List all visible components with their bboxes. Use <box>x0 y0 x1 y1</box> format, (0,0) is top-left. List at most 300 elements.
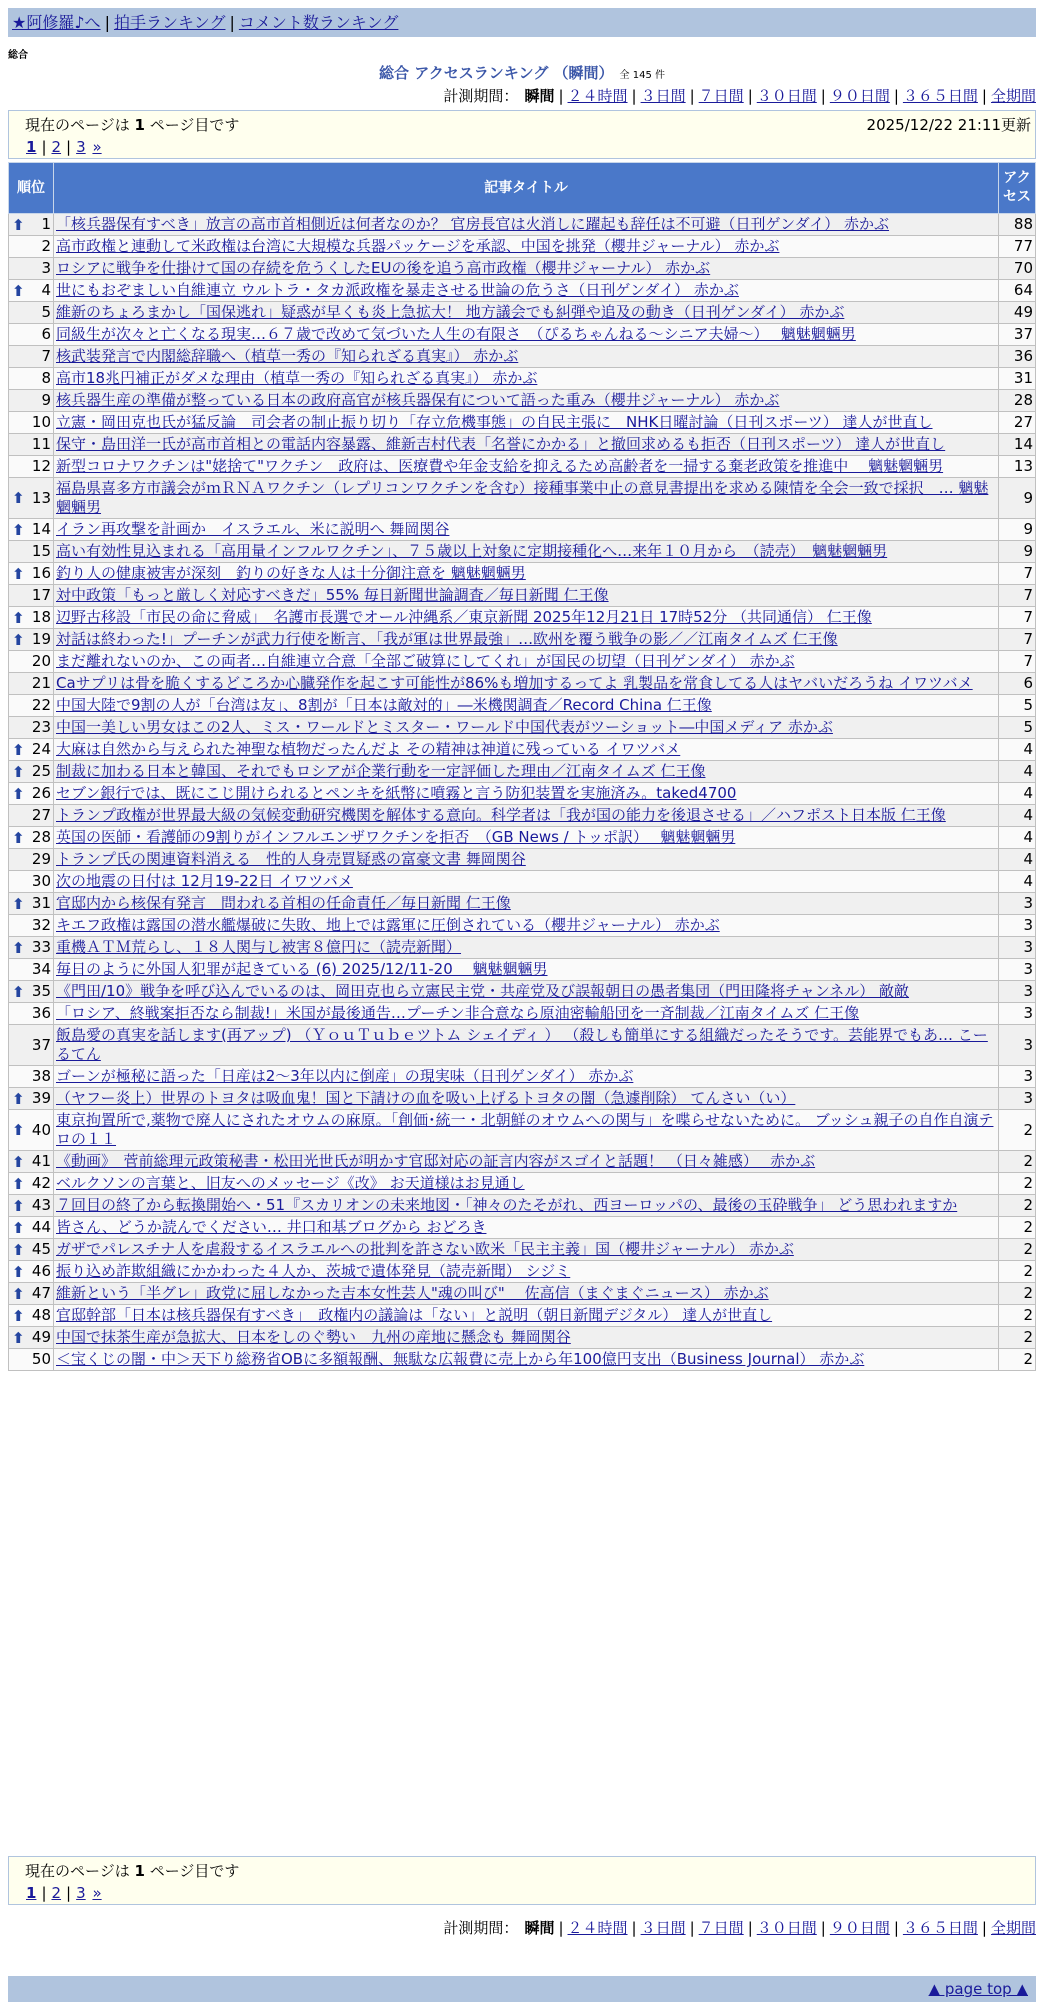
rank-number: 11 <box>31 435 51 453</box>
article-link[interactable]: 対話は終わった!」プーチンが武力行使を断言、「我が軍は世界最強」…欧州を覆う戦争の影／／江南タイムズ 仁王像 <box>56 630 838 648</box>
rank-cell <box>9 1327 54 1349</box>
access-count: 6 <box>999 673 1036 695</box>
table-row <box>9 585 1036 607</box>
title-cell <box>54 981 999 1003</box>
rank-number: 1 <box>41 215 51 233</box>
article-link[interactable]: 英国の医師・看護師の9割りがインフルエンザワクチンを拒否 （GB News / トッポ訳） 魑魅魍魎男 <box>56 828 736 846</box>
page-status-prefix: 現在のページは <box>25 1862 130 1880</box>
title-cell <box>54 1283 999 1305</box>
table-row <box>9 1283 1036 1305</box>
rank-number: 43 <box>31 1196 51 1214</box>
article-link[interactable]: 釣り人の健康被害が深刻 釣りの好きな人は十分御注意を 魑魅魍魎男 <box>56 564 526 582</box>
title-cell <box>54 1239 999 1261</box>
table-row <box>9 1349 1036 1371</box>
article-link[interactable]: 同級生が次々と亡くなる現実…６７歳で改めて気づいた人生の有限さ （ぴるちゃんねる～シニア夫婦～） 魑魅魍魎男 <box>56 325 856 343</box>
article-link[interactable]: 対中政策「もっと厳しく対応すべきだ」55% 毎日新聞世論調査／毎日新聞 仁王像 <box>56 586 609 604</box>
access-count: 9 <box>999 541 1036 563</box>
title-cell <box>54 849 999 871</box>
access-count: 2 <box>999 1305 1036 1327</box>
rank-cell <box>9 1239 54 1261</box>
table-row <box>9 849 1036 871</box>
table-row <box>9 893 1036 915</box>
article-link[interactable]: 保守・島田洋一氏が高市首相との電話内容暴露、維新吉村代表「名誉にかかる」と撤回求めるも拒否（日刊スポーツ） 達人が世直し <box>56 435 946 453</box>
table-row <box>9 412 1036 434</box>
rank-cell <box>9 761 54 783</box>
title-cell <box>54 1217 999 1239</box>
article-link[interactable]: 次の地震の日付は 12月19-22日 イワツバメ <box>56 872 353 890</box>
access-count: 28 <box>999 390 1036 412</box>
rank-up-arrow-icon: ⬆ <box>12 520 25 539</box>
access-count: 3 <box>999 981 1036 1003</box>
article-link[interactable]: ガザでパレスチナ人を虐殺するイスラエルへの批判を許さない欧米「民主主義」国（櫻井ジャーナル） 赤かぶ <box>56 1240 794 1258</box>
period-link[interactable]: ３０日間 <box>756 87 817 105</box>
title-cell <box>54 563 999 585</box>
pager: 1 | 2 | 3 » <box>26 1884 102 1902</box>
rank-cell <box>9 805 54 827</box>
rank-number: 8 <box>41 369 51 387</box>
rank-cell <box>9 673 54 695</box>
access-count: 2 <box>999 1173 1036 1195</box>
page-status-row <box>25 114 1031 136</box>
title-cell <box>54 651 999 673</box>
access-count: 2 <box>999 1217 1036 1239</box>
title-cell <box>54 1305 999 1327</box>
article-link[interactable]: 新型コロナワクチンは"姥捨て"ワクチン 政府は、医療費や年金支給を抑えるため高齢者を一掃する棄老政策を推進中 魑魅魍魎男 <box>56 457 944 475</box>
table-row <box>9 1261 1036 1283</box>
period-link[interactable]: ３日間 <box>640 87 686 105</box>
ranking-table-body <box>9 214 1036 1371</box>
rank-cell <box>9 1217 54 1239</box>
rank-cell <box>9 258 54 280</box>
col-access-header: アクセス <box>999 163 1036 214</box>
access-count: 5 <box>999 695 1036 717</box>
rank-number: 26 <box>31 784 51 802</box>
pager-link[interactable]: 3 <box>76 138 86 156</box>
table-row <box>9 1066 1036 1088</box>
table-row <box>9 1327 1036 1349</box>
rank-up-arrow-icon: ⬆ <box>12 894 25 913</box>
rank-cell <box>9 739 54 761</box>
access-count: 3 <box>999 915 1036 937</box>
rank-cell <box>9 1173 54 1195</box>
rank-number: 13 <box>31 488 51 507</box>
period-label: 計測期間： <box>443 87 519 105</box>
title-cell <box>54 1025 999 1066</box>
access-count: 14 <box>999 434 1036 456</box>
rank-cell <box>9 783 54 805</box>
rank-up-arrow-icon: ⬆ <box>12 1174 25 1193</box>
rank-number: 5 <box>41 303 51 321</box>
article-link[interactable]: 中国一美しい男女はこの2人、ミス・ワールドとミスター・ワールド中国代表がツーショット―中国メディア 赤かぶ <box>56 718 833 736</box>
table-header-row <box>9 163 1036 214</box>
article-link[interactable]: ゴーンが極秘に語った「日産は2～3年以内に倒産」の現実味（日刊ゲンダイ） 赤かぶ <box>56 1067 634 1085</box>
access-count: 7 <box>999 563 1036 585</box>
title-cell <box>54 1173 999 1195</box>
article-link[interactable]: 核武装発言で内閣総辞職へ（植草一秀の『知られざる真実』） 赤かぶ <box>56 347 519 365</box>
rank-cell <box>9 236 54 258</box>
rank-number: 40 <box>31 1120 51 1139</box>
table-row <box>9 541 1036 563</box>
title-cell <box>54 541 999 563</box>
access-count: 7 <box>999 629 1036 651</box>
rank-cell <box>9 915 54 937</box>
article-link[interactable]: セブン銀行では、既にこじ開けられるとペンキを紙幣に噴霧と言う防犯装置を実施済み。taked4700 <box>56 784 737 802</box>
article-link[interactable]: トランプ政権が世界最大級の気候変動研究機関を解体する意向。科学者は「我が国の能力を後退させる」／ハフポスト日本版 仁王像 <box>56 806 946 824</box>
rank-number: 30 <box>31 872 51 890</box>
title-cell <box>54 805 999 827</box>
table-row <box>9 673 1036 695</box>
article-link[interactable]: 核兵器生産の準備が整っている日本の政府高官が核兵器保有について語った重み（櫻井ジャーナル） 赤かぶ <box>56 391 780 409</box>
rank-number: 21 <box>31 674 51 692</box>
article-link[interactable]: 福島県喜多方市議会がｍＲＮＡワクチン（レプリコンワクチンを含む）接種事業中止の意見書提出を求める陳情を全会一致で採択 … 魑魅魍魎男 <box>56 479 989 516</box>
rank-cell <box>9 434 54 456</box>
rank-up-arrow-icon: ⬆ <box>12 982 25 1001</box>
rank-cell <box>9 607 54 629</box>
rank-number: 44 <box>31 1218 51 1236</box>
rank-up-arrow-icon: ⬆ <box>12 1089 25 1108</box>
rank-number: 29 <box>31 850 51 868</box>
title-cell <box>54 346 999 368</box>
rank-up-arrow-icon: ⬆ <box>12 740 25 759</box>
top-nav-bar: ★阿修羅♪へ | 拍手ランキング | コメント数ランキング <box>8 8 1036 37</box>
article-link[interactable]: 振り込め詐欺組織にかかわった４人か、茨城で遺体発見（読売新聞） シジミ <box>56 1262 571 1280</box>
table-row <box>9 937 1036 959</box>
rank-cell <box>9 717 54 739</box>
period-link[interactable]: 全期間 <box>990 1919 1036 1937</box>
access-count: 9 <box>999 478 1036 519</box>
title-cell <box>54 629 999 651</box>
rank-number: 27 <box>31 806 51 824</box>
rank-up-arrow-icon: ⬆ <box>12 938 25 957</box>
access-count: 4 <box>999 805 1036 827</box>
access-count: 4 <box>999 827 1036 849</box>
title-cell <box>54 871 999 893</box>
article-link[interactable]: 維新のちょろまかし「国保逃れ」疑惑が早くも炎上急拡大！ 地方議会でも糾弾や追及の動き（日刊ゲンダイ） 赤かぶ <box>56 303 845 321</box>
page-info-bottom <box>8 1856 1036 1905</box>
table-row <box>9 607 1036 629</box>
article-link[interactable]: キエフ政権は露国の潜水艦爆破に失敗、地上では露軍に圧倒されている（櫻井ジャーナル） 赤かぶ <box>56 916 720 934</box>
rank-number: 41 <box>31 1152 51 1170</box>
article-link[interactable]: 中国大陸で9割の人が「台湾は友」、8割が「日本は敵対的」―米機関調査／Record China 仁王像 <box>56 696 712 714</box>
table-row <box>9 236 1036 258</box>
article-link[interactable]: ＜宝くじの闇・中＞天下り総務省OBに多額報酬、無駄な広報費に売上から年100億円支出（Business Journal） 赤かぶ <box>56 1350 865 1368</box>
article-link[interactable]: 中国で抹茶生産が急拡大、日本をしのぐ勢い 九州の産地に懸念も 舞岡関谷 <box>56 1328 571 1346</box>
rank-cell <box>9 1088 54 1110</box>
article-link[interactable]: トランプ氏の関連資料消える 性的人身売買疑惑の富豪文書 舞岡関谷 <box>56 850 526 868</box>
rank-cell <box>9 346 54 368</box>
rank-up-arrow-icon: ⬆ <box>12 1284 25 1303</box>
rank-cell <box>9 1305 54 1327</box>
access-count: 2 <box>999 1283 1036 1305</box>
rank-cell <box>9 280 54 302</box>
article-link[interactable]: ７回目の終了から転換開始へ・51『スカリオンの未来地図・「神々のたそがれ、西ヨーロッパの、最後の玉砕戦争」 どう思われますか <box>56 1196 958 1214</box>
period-link[interactable]: 全期間 <box>990 87 1036 105</box>
article-link[interactable]: ロシアに戦争を仕掛けて国の存続を危うくしたEUの後を追う高市政権（櫻井ジャーナル） 赤かぶ <box>56 259 711 277</box>
access-count: 3 <box>999 959 1036 981</box>
rank-number: 50 <box>31 1350 51 1368</box>
table-row <box>9 519 1036 541</box>
pager-current[interactable]: 1 <box>26 138 37 156</box>
article-link[interactable]: 制裁に加わる日本と韓国、それでもロシアが企業行動を一定評価した理由／江南タイムズ 仁王像 <box>56 762 706 780</box>
access-count: 27 <box>999 412 1036 434</box>
article-link[interactable]: 重機ＡＴＭ荒らし、１８人関与し被害８億円に（読売新聞） <box>56 938 462 956</box>
access-count: 5 <box>999 717 1036 739</box>
rank-cell <box>9 519 54 541</box>
rank-cell <box>9 1151 54 1173</box>
rank-number: 25 <box>31 762 51 780</box>
article-link[interactable]: 東京拘置所で,薬物で廃人にされたオウムの麻原。「創価･統一・北朝鮮のオウムへの関与」を喋らせないために。 ブッシュ親子の自作自演テロの１１ <box>56 1111 994 1148</box>
table-row <box>9 981 1036 1003</box>
rank-up-arrow-icon: ⬆ <box>12 564 25 583</box>
title-cell <box>54 368 999 390</box>
page-top-link[interactable]: ▲ page top ▲ <box>928 1980 1028 1998</box>
table-row <box>9 1217 1036 1239</box>
col-rank-header: 順位 <box>9 163 54 214</box>
table-row <box>9 280 1036 302</box>
rank-number: 14 <box>31 520 51 538</box>
rank-number: 18 <box>31 608 51 626</box>
rank-number: 9 <box>41 391 51 409</box>
article-link[interactable]: 高市政権と連動して米政権は台湾に大規模な兵器パッケージを承認、中国を挑発（櫻井ジャーナル） 赤かぶ <box>56 237 780 255</box>
category-label: 総合 <box>8 50 28 61</box>
title-cell <box>54 937 999 959</box>
access-count: 88 <box>999 214 1036 236</box>
article-link[interactable]: ベルクソンの言葉と、旧友へのメッセージ《改》 お天道様はお見通し <box>56 1174 525 1192</box>
title-cell <box>54 1195 999 1217</box>
rank-up-arrow-icon: ⬆ <box>12 1121 25 1139</box>
rank-up-arrow-icon: ⬆ <box>12 1328 25 1347</box>
rank-up-arrow-icon: ⬆ <box>12 1152 25 1171</box>
title-cell <box>54 519 999 541</box>
table-row <box>9 456 1036 478</box>
rank-number: 20 <box>31 652 51 670</box>
rank-number: 47 <box>31 1284 51 1302</box>
rank-number: 46 <box>31 1262 51 1280</box>
article-link[interactable]: 高い有効性見込まれる「高用量インフルワクチン」、７５歳以上対象に定期接種化へ…来年１０月から （読売） 魑魅魍魎男 <box>56 542 888 560</box>
period-selector-bottom: 計測期間： 瞬間 | ２４時間 | ３日間 | ７日間 | ３０日間 | ９０日間 | ３６５日間 | 全期間 <box>443 1919 1036 1937</box>
title-cell <box>54 783 999 805</box>
item-count: 全 145 件 <box>619 70 665 81</box>
article-link[interactable]: 大麻は自然から与えられた神聖な植物だったんだよ その精神は神道に残っている イワツバメ <box>56 740 681 758</box>
title-cell <box>54 1261 999 1283</box>
title-cell <box>54 915 999 937</box>
article-link[interactable]: イラン再攻撃を計画か イスラエル、米に説明へ 舞岡関谷 <box>56 520 450 538</box>
rank-number: 2 <box>41 237 51 255</box>
table-row <box>9 915 1036 937</box>
home-link[interactable]: ★阿修羅♪へ <box>12 13 101 32</box>
rank-number: 7 <box>41 347 51 365</box>
access-count: 49 <box>999 302 1036 324</box>
article-link[interactable]: 官邸内から核保有発言 問われる首相の任命責任／毎日新聞 仁王像 <box>56 894 511 912</box>
page-status-suffix: ページ目です <box>149 116 240 134</box>
rank-up-arrow-icon: ⬆ <box>12 1306 25 1325</box>
rank-cell <box>9 1195 54 1217</box>
rank-number: 39 <box>31 1089 51 1107</box>
pager: 1 | 2 | 3 » <box>26 138 102 156</box>
rank-number: 42 <box>31 1174 51 1192</box>
article-link[interactable]: 「ロシア、終戦案拒否なら制裁!」米国が最後通告…プーチン非合意なら原油密輸船団を一斉制裁／江南タイムズ 仁王像 <box>56 1004 860 1022</box>
rank-number: 49 <box>31 1328 51 1346</box>
article-link[interactable]: まだ離れないのか、この両者…自維連立合意「全部ご破算にしてくれ」が国民の切望（日刊ゲンダイ） 赤かぶ <box>56 652 795 670</box>
applause-ranking-link[interactable]: 拍手ランキング <box>113 13 226 32</box>
period-link[interactable]: ３日間 <box>640 1919 686 1937</box>
pager-link[interactable]: 2 <box>51 138 62 156</box>
rank-cell <box>9 478 54 519</box>
period-link[interactable]: ３６５日間 <box>902 87 978 105</box>
title-cell <box>54 827 999 849</box>
rank-cell <box>9 981 54 1003</box>
rank-number: 4 <box>41 281 51 299</box>
rank-number: 17 <box>31 586 51 604</box>
period-selector-top: 計測期間： 瞬間 | ２４時間 | ３日間 | ７日間 | ３０日間 | ９０日間 | ３６５日間 | 全期間 <box>443 87 1036 105</box>
access-count: 2 <box>999 1349 1036 1371</box>
rank-up-arrow-icon: ⬆ <box>12 1262 25 1281</box>
access-count: 4 <box>999 761 1036 783</box>
rank-cell <box>9 585 54 607</box>
rank-cell <box>9 651 54 673</box>
article-link[interactable]: 高市18兆円補正がダメな理由（植草一秀の『知られざる真実』） 赤かぶ <box>56 369 538 387</box>
pager-current[interactable]: 1 <box>26 1884 37 1902</box>
title-cell <box>54 1349 999 1371</box>
access-count: 4 <box>999 783 1036 805</box>
rank-up-arrow-icon: ⬆ <box>12 215 25 234</box>
article-link[interactable]: （ヤフー炎上）世界のトヨタは吸血鬼！国と下請けの血を吸い上げるトヨタの闇（急遽削除） てんさい（い） <box>56 1089 796 1107</box>
period-link[interactable]: ９０日間 <box>829 1919 890 1937</box>
period-link[interactable]: ９０日間 <box>829 87 890 105</box>
rank-cell <box>9 695 54 717</box>
rank-cell <box>9 1025 54 1066</box>
title-cell <box>54 390 999 412</box>
rank-up-arrow-icon: ⬆ <box>12 784 25 803</box>
period-current: 瞬間 <box>524 1919 555 1937</box>
rank-number: 34 <box>31 960 51 978</box>
pager-link[interactable]: » <box>92 138 102 156</box>
rank-cell <box>9 324 54 346</box>
rank-number: 12 <box>31 457 51 475</box>
rank-cell <box>9 390 54 412</box>
title-cell <box>54 959 999 981</box>
title-cell <box>54 302 999 324</box>
article-link[interactable]: 辺野古移設「市民の命に脅威」 名護市長選でオール沖縄系／東京新聞 2025年12月21日 17時52分 （共同通信） 仁王像 <box>56 608 872 626</box>
rank-number: 16 <box>31 564 51 582</box>
pager-link[interactable]: » <box>92 1884 102 1902</box>
article-link[interactable]: 世にもおぞましい自維連立 ウルトラ・タカ派政権を暴走させる世論の危うさ（日刊ゲンダイ） 赤かぶ <box>56 281 739 299</box>
page-status-number: 1 <box>134 1862 145 1880</box>
period-link[interactable]: ２４時間 <box>567 87 628 105</box>
table-row <box>9 478 1036 519</box>
rank-cell <box>9 827 54 849</box>
access-count: 70 <box>999 258 1036 280</box>
rank-cell <box>9 214 54 236</box>
rank-cell <box>9 1261 54 1283</box>
article-link[interactable]: 立憲・岡田克也氏が猛反論 司会者の制止振り切り「存立危機事態」の自民主張に NHK日曜討論（日刊スポーツ） 達人が世直し <box>56 413 933 431</box>
table-row <box>9 434 1036 456</box>
rank-cell <box>9 849 54 871</box>
rank-number: 31 <box>31 894 51 912</box>
rank-cell <box>9 871 54 893</box>
table-row <box>9 761 1036 783</box>
article-link[interactable]: 皆さん、どうか読んでください… 井口和基ブログから おどろき <box>56 1218 487 1236</box>
rank-cell <box>9 1110 54 1151</box>
rank-cell <box>9 541 54 563</box>
title-cell <box>54 695 999 717</box>
article-link[interactable]: 飯島愛の真実を話します(再アップ) （ＹｏｕＴｕｂｅツトム シェイディ ） （殺しも簡単にする組織だったそうです。芸能界でもあ… こーるてん <box>56 1026 988 1063</box>
title-cell <box>54 1327 999 1349</box>
access-count: 2 <box>999 1327 1036 1349</box>
table-row <box>9 717 1036 739</box>
table-row <box>9 739 1036 761</box>
rank-number: 37 <box>31 1035 51 1054</box>
rank-cell <box>9 456 54 478</box>
rank-cell <box>9 893 54 915</box>
rank-cell <box>9 302 54 324</box>
table-row <box>9 390 1036 412</box>
rank-number: 23 <box>31 718 51 736</box>
table-row <box>9 1305 1036 1327</box>
table-row <box>9 695 1036 717</box>
rank-cell <box>9 1066 54 1088</box>
access-count: 36 <box>999 346 1036 368</box>
rank-cell <box>9 937 54 959</box>
rank-number: 38 <box>31 1067 51 1085</box>
article-link[interactable]: 毎日のように外国人犯罪が起きている (6) 2025/12/11-20 魑魅魍魎男 <box>56 960 548 978</box>
access-count: 3 <box>999 1066 1036 1088</box>
rank-number: 3 <box>41 259 51 277</box>
article-link[interactable]: 維新という「半グレ」政党に屈しなかった吉本女性芸人"魂の叫び" 佐高信（まぐまぐニュース） 赤かぶ <box>56 1284 769 1302</box>
rank-cell <box>9 368 54 390</box>
title-cell <box>54 585 999 607</box>
table-row <box>9 827 1036 849</box>
article-link[interactable]: 「核兵器保有すべき」放言の高市首相側近は何者なのか？ 官房長官は火消しに躍起も辞任は不可避（日刊ゲンダイ） 赤かぶ <box>56 215 890 233</box>
access-count: 2 <box>999 1110 1036 1151</box>
title-cell <box>54 1066 999 1088</box>
period-link[interactable]: ７日間 <box>698 1919 744 1937</box>
access-count: 3 <box>999 1003 1036 1025</box>
bottom-bar <box>8 1976 1036 2002</box>
article-link[interactable]: 官邸幹部「日本は核兵器保有すべき」 政権内の議論は「ない」と説明（朝日新聞デジタル） 達人が世直し <box>56 1306 773 1324</box>
period-link[interactable]: ７日間 <box>698 87 744 105</box>
access-count: 13 <box>999 456 1036 478</box>
period-label: 計測期間： <box>443 1919 519 1937</box>
period-link[interactable]: ３０日間 <box>756 1919 817 1937</box>
rank-cell <box>9 1003 54 1025</box>
period-link[interactable]: ３６５日間 <box>902 1919 978 1937</box>
article-link[interactable]: 《門田/10》戦争を呼び込んでいるのは、岡田克也ら立憲民主党・共産党及び誤報朝日の愚者集団（門田隆将チャンネル） 敵敵 <box>56 982 910 1000</box>
comment-ranking-link[interactable]: コメント数ランキング <box>238 13 399 32</box>
access-count: 7 <box>999 651 1036 673</box>
ranking-table <box>8 162 1036 1371</box>
rank-up-arrow-icon: ⬆ <box>12 828 25 847</box>
access-count: 9 <box>999 519 1036 541</box>
rank-number: 32 <box>31 916 51 934</box>
pager-link[interactable]: 2 <box>51 1884 62 1902</box>
rank-number: 36 <box>31 1004 51 1022</box>
period-link[interactable]: ２４時間 <box>567 1919 628 1937</box>
table-row <box>9 1110 1036 1151</box>
title-cell <box>54 456 999 478</box>
article-link[interactable]: Caサプリは骨を脆くするどころか心臓発作を起こす可能性が86%も増加するってよ 乳製品を常食してる人はヤバいだろうね イワツバメ <box>56 674 973 692</box>
table-row <box>9 1025 1036 1066</box>
page-status-prefix: 現在のページは <box>25 116 130 134</box>
table-row <box>9 1003 1036 1025</box>
access-count: 31 <box>999 368 1036 390</box>
table-row <box>9 214 1036 236</box>
article-link[interactable]: 《動画》 菅前総理元政策秘書・松田光世氏が明かす官邸対応の証言内容がスゴイと話題！ （日々雑感） 赤かぶ <box>56 1152 816 1170</box>
pager-link[interactable]: 3 <box>76 1884 86 1902</box>
table-row <box>9 346 1036 368</box>
access-count: 3 <box>999 1025 1036 1066</box>
rank-number: 28 <box>31 828 51 846</box>
